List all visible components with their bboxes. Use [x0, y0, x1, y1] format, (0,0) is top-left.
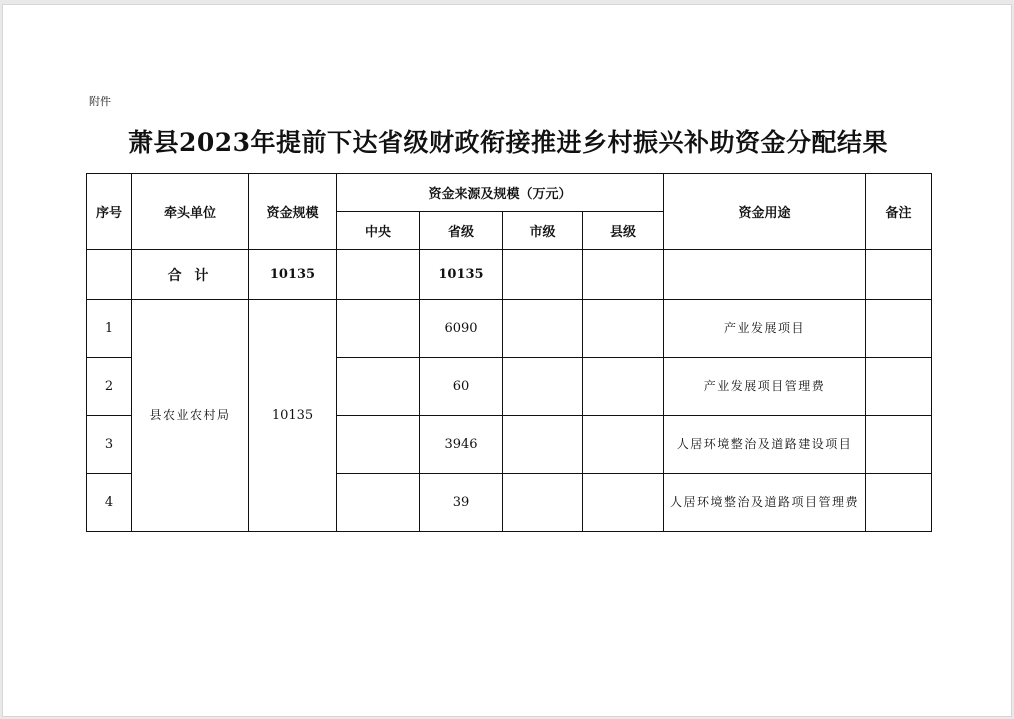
header-provincial: 省级 — [420, 212, 503, 250]
lead-unit-fund-scale: 10135 — [249, 300, 337, 532]
row-central — [337, 416, 420, 474]
row-seq: 2 — [87, 358, 132, 416]
row-provincial: 60 — [420, 358, 503, 416]
header-city: 市级 — [503, 212, 583, 250]
row-usage: 人居环境整治及道路项目管理费 — [664, 474, 866, 532]
row-usage: 产业发展项目管理费 — [664, 358, 866, 416]
total-row — [87, 250, 932, 300]
header-fund-scale: 资金规模 — [249, 174, 337, 250]
header-usage: 资金用途 — [664, 174, 866, 250]
header-remarks: 备注 — [866, 174, 932, 250]
row-city — [503, 300, 583, 358]
row-county — [583, 358, 664, 416]
row-remarks — [866, 474, 932, 532]
attachment-label: 附件 — [89, 95, 111, 108]
row-remarks — [866, 358, 932, 416]
fund-allocation-table — [86, 173, 932, 532]
total-seq-cell — [87, 250, 132, 300]
header-seq: 序号 — [87, 174, 132, 250]
total-fund-scale: 10135 — [249, 250, 337, 300]
document-title: 萧县2023年提前下达省级财政衔接推进乡村振兴补助资金分配结果 — [127, 128, 889, 157]
row-usage: 产业发展项目 — [664, 300, 866, 358]
header-lead-unit: 牵头单位 — [132, 174, 249, 250]
header-county: 县级 — [583, 212, 664, 250]
row-central — [337, 358, 420, 416]
row-seq: 1 — [87, 300, 132, 358]
row-county — [583, 474, 664, 532]
total-label: 合 计 — [132, 250, 249, 300]
row-usage: 人居环境整治及道路建设项目 — [664, 416, 866, 474]
row-county — [583, 416, 664, 474]
header-central: 中央 — [337, 212, 420, 250]
total-usage — [664, 250, 866, 300]
row-provincial: 6090 — [420, 300, 503, 358]
total-central — [337, 250, 420, 300]
row-seq: 3 — [87, 416, 132, 474]
row-central — [337, 300, 420, 358]
row-seq: 4 — [87, 474, 132, 532]
row-city — [503, 474, 583, 532]
row-county — [583, 300, 664, 358]
total-county — [583, 250, 664, 300]
total-city — [503, 250, 583, 300]
table-row — [87, 300, 932, 358]
row-remarks — [866, 300, 932, 358]
header-fund-source: 资金来源及规模（万元） — [337, 174, 664, 212]
row-provincial: 39 — [420, 474, 503, 532]
row-provincial: 3946 — [420, 416, 503, 474]
document-page — [2, 4, 1012, 717]
total-provincial: 10135 — [420, 250, 503, 300]
header-row-1 — [87, 174, 932, 212]
total-remarks — [866, 250, 932, 300]
lead-unit-cell: 县农业农村局 — [132, 300, 249, 532]
row-remarks — [866, 416, 932, 474]
row-city — [503, 416, 583, 474]
row-central — [337, 474, 420, 532]
row-city — [503, 358, 583, 416]
